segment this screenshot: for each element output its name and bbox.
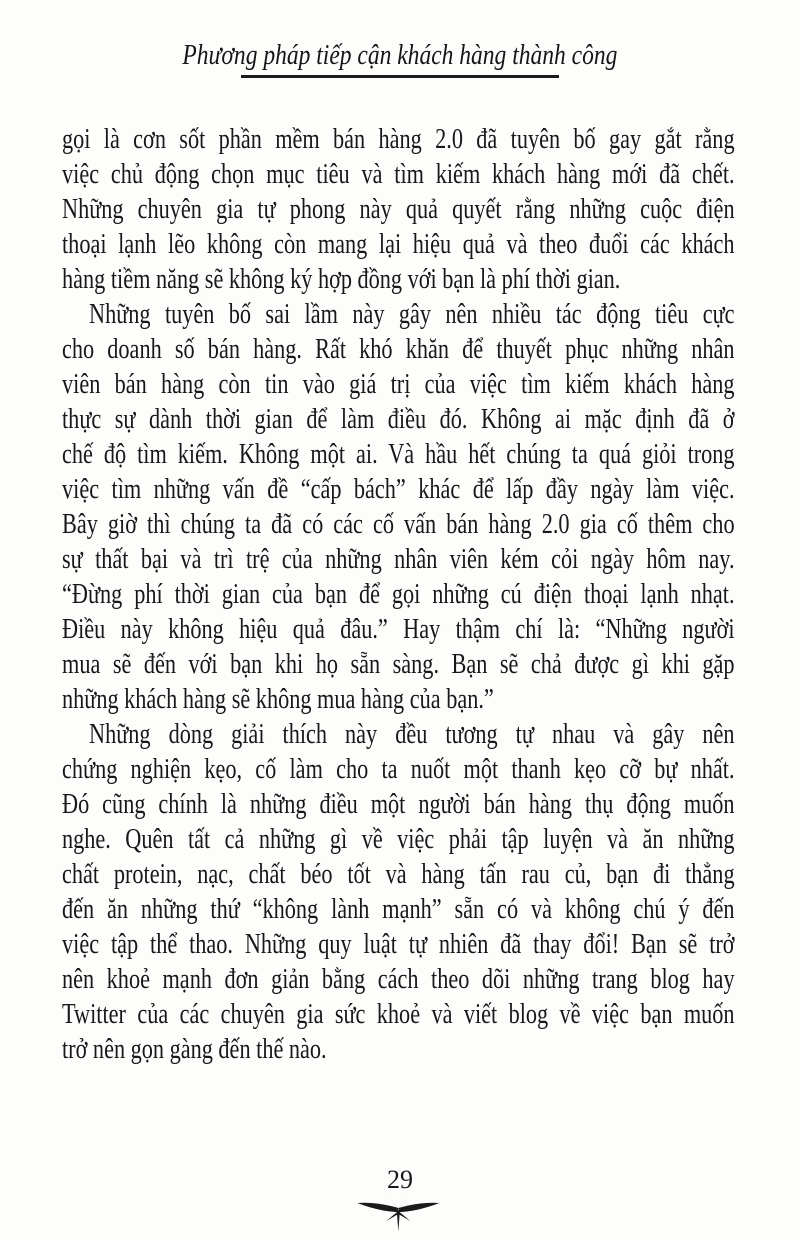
text-line: Những tuyên bố sai lầm này gây nên nhiều tác động tiêu cực (89, 299, 735, 330)
text-line: gọi là cơn sốt phần mềm bán hàng 2.0 đã tuyên bố gay gắt rằng (62, 124, 735, 155)
text-line: Những dòng giải thích này đều tương tự nhau và gây nên (89, 719, 735, 750)
running-header-title: Phương pháp tiếp cận khách hàng thành công (182, 40, 618, 71)
compass-star-ornament-icon (356, 1196, 440, 1232)
text-line: thực sự dành thời gian để làm điều đó. Không ai mặc định đã ở (62, 404, 735, 435)
text-line: viên bán hàng còn tin vào giá trị của việc tìm kiếm khách hàng (62, 369, 735, 400)
paragraph (62, 297, 735, 717)
text-line: những khách hàng sẽ không mua hàng của bạn.” (62, 684, 494, 715)
text-line: việc chủ động chọn mục tiêu và tìm kiếm khách hàng mới đã chết. (62, 159, 735, 190)
text-line: Đó cũng chính là những điều một người bán hàng thụ động muốn (62, 789, 735, 820)
text-line: chế độ tìm kiếm. Không một ai. Và hầu hết chúng ta quá giỏi trong (62, 439, 735, 470)
text-line: việc tìm những vấn đề “cấp bách” khác để lấp đầy ngày làm việc. (62, 474, 735, 505)
text-line: nghe. Quên tất cả những gì về việc phải tập luyện và ăn những (62, 824, 735, 855)
text-line: chứng nghiện kẹo, cố làm cho ta nuốt một thanh kẹo cỡ bự nhất. (62, 754, 735, 785)
paragraph (62, 717, 735, 1067)
text-line: sự thất bại và trì trệ của những nhân viên kém cỏi ngày hôm nay. (62, 544, 735, 575)
text-line: hàng tiềm năng sẽ không ký hợp đồng với bạn là phí thời gian. (62, 264, 621, 295)
text-line: chất protein, nạc, chất béo tốt và hàng tấn rau củ, bạn đi thẳng (62, 859, 735, 890)
page-number: 29 (387, 1165, 413, 1194)
running-header (0, 40, 800, 78)
text-line: Điều này không hiệu quả đâu.” Hay thậm chí là: “Những người (62, 614, 735, 645)
page-body-text (62, 122, 735, 1067)
text-line: nên khoẻ mạnh đơn giản bằng cách theo dõi những trang blog hay (62, 964, 735, 995)
text-line: mua sẽ đến với bạn khi họ sẵn sàng. Bạn sẽ chả được gì khi gặp (62, 649, 735, 680)
text-line: Bây giờ thì chúng ta đã có các cố vấn bán hàng 2.0 gia cố thêm cho (62, 509, 735, 540)
text-line: Twitter của các chuyên gia sức khoẻ và viết blog về việc bạn muốn (62, 999, 735, 1030)
text-line: trở nên gọn gàng đến thế nào. (62, 1034, 327, 1065)
paragraph (62, 122, 735, 297)
header-underline (241, 75, 559, 78)
text-line: thoại lạnh lẽo không còn mang lại hiệu quả và theo đuổi các khách (62, 229, 735, 260)
text-line: việc tập thể thao. Những quy luật tự nhiên đã thay đổi! Bạn sẽ trở (62, 929, 735, 960)
text-line: “Đừng phí thời gian của bạn để gọi những cú điện thoại lạnh nhạt. (62, 579, 735, 610)
text-line: đến ăn những thứ “không lành mạnh” sẵn có và không chú ý đến (62, 894, 735, 925)
text-line: Những chuyên gia tự phong này quả quyết rằng những cuộc điện (62, 194, 735, 225)
text-line: cho doanh số bán hàng. Rất khó khăn để thuyết phục những nhân (62, 334, 735, 365)
